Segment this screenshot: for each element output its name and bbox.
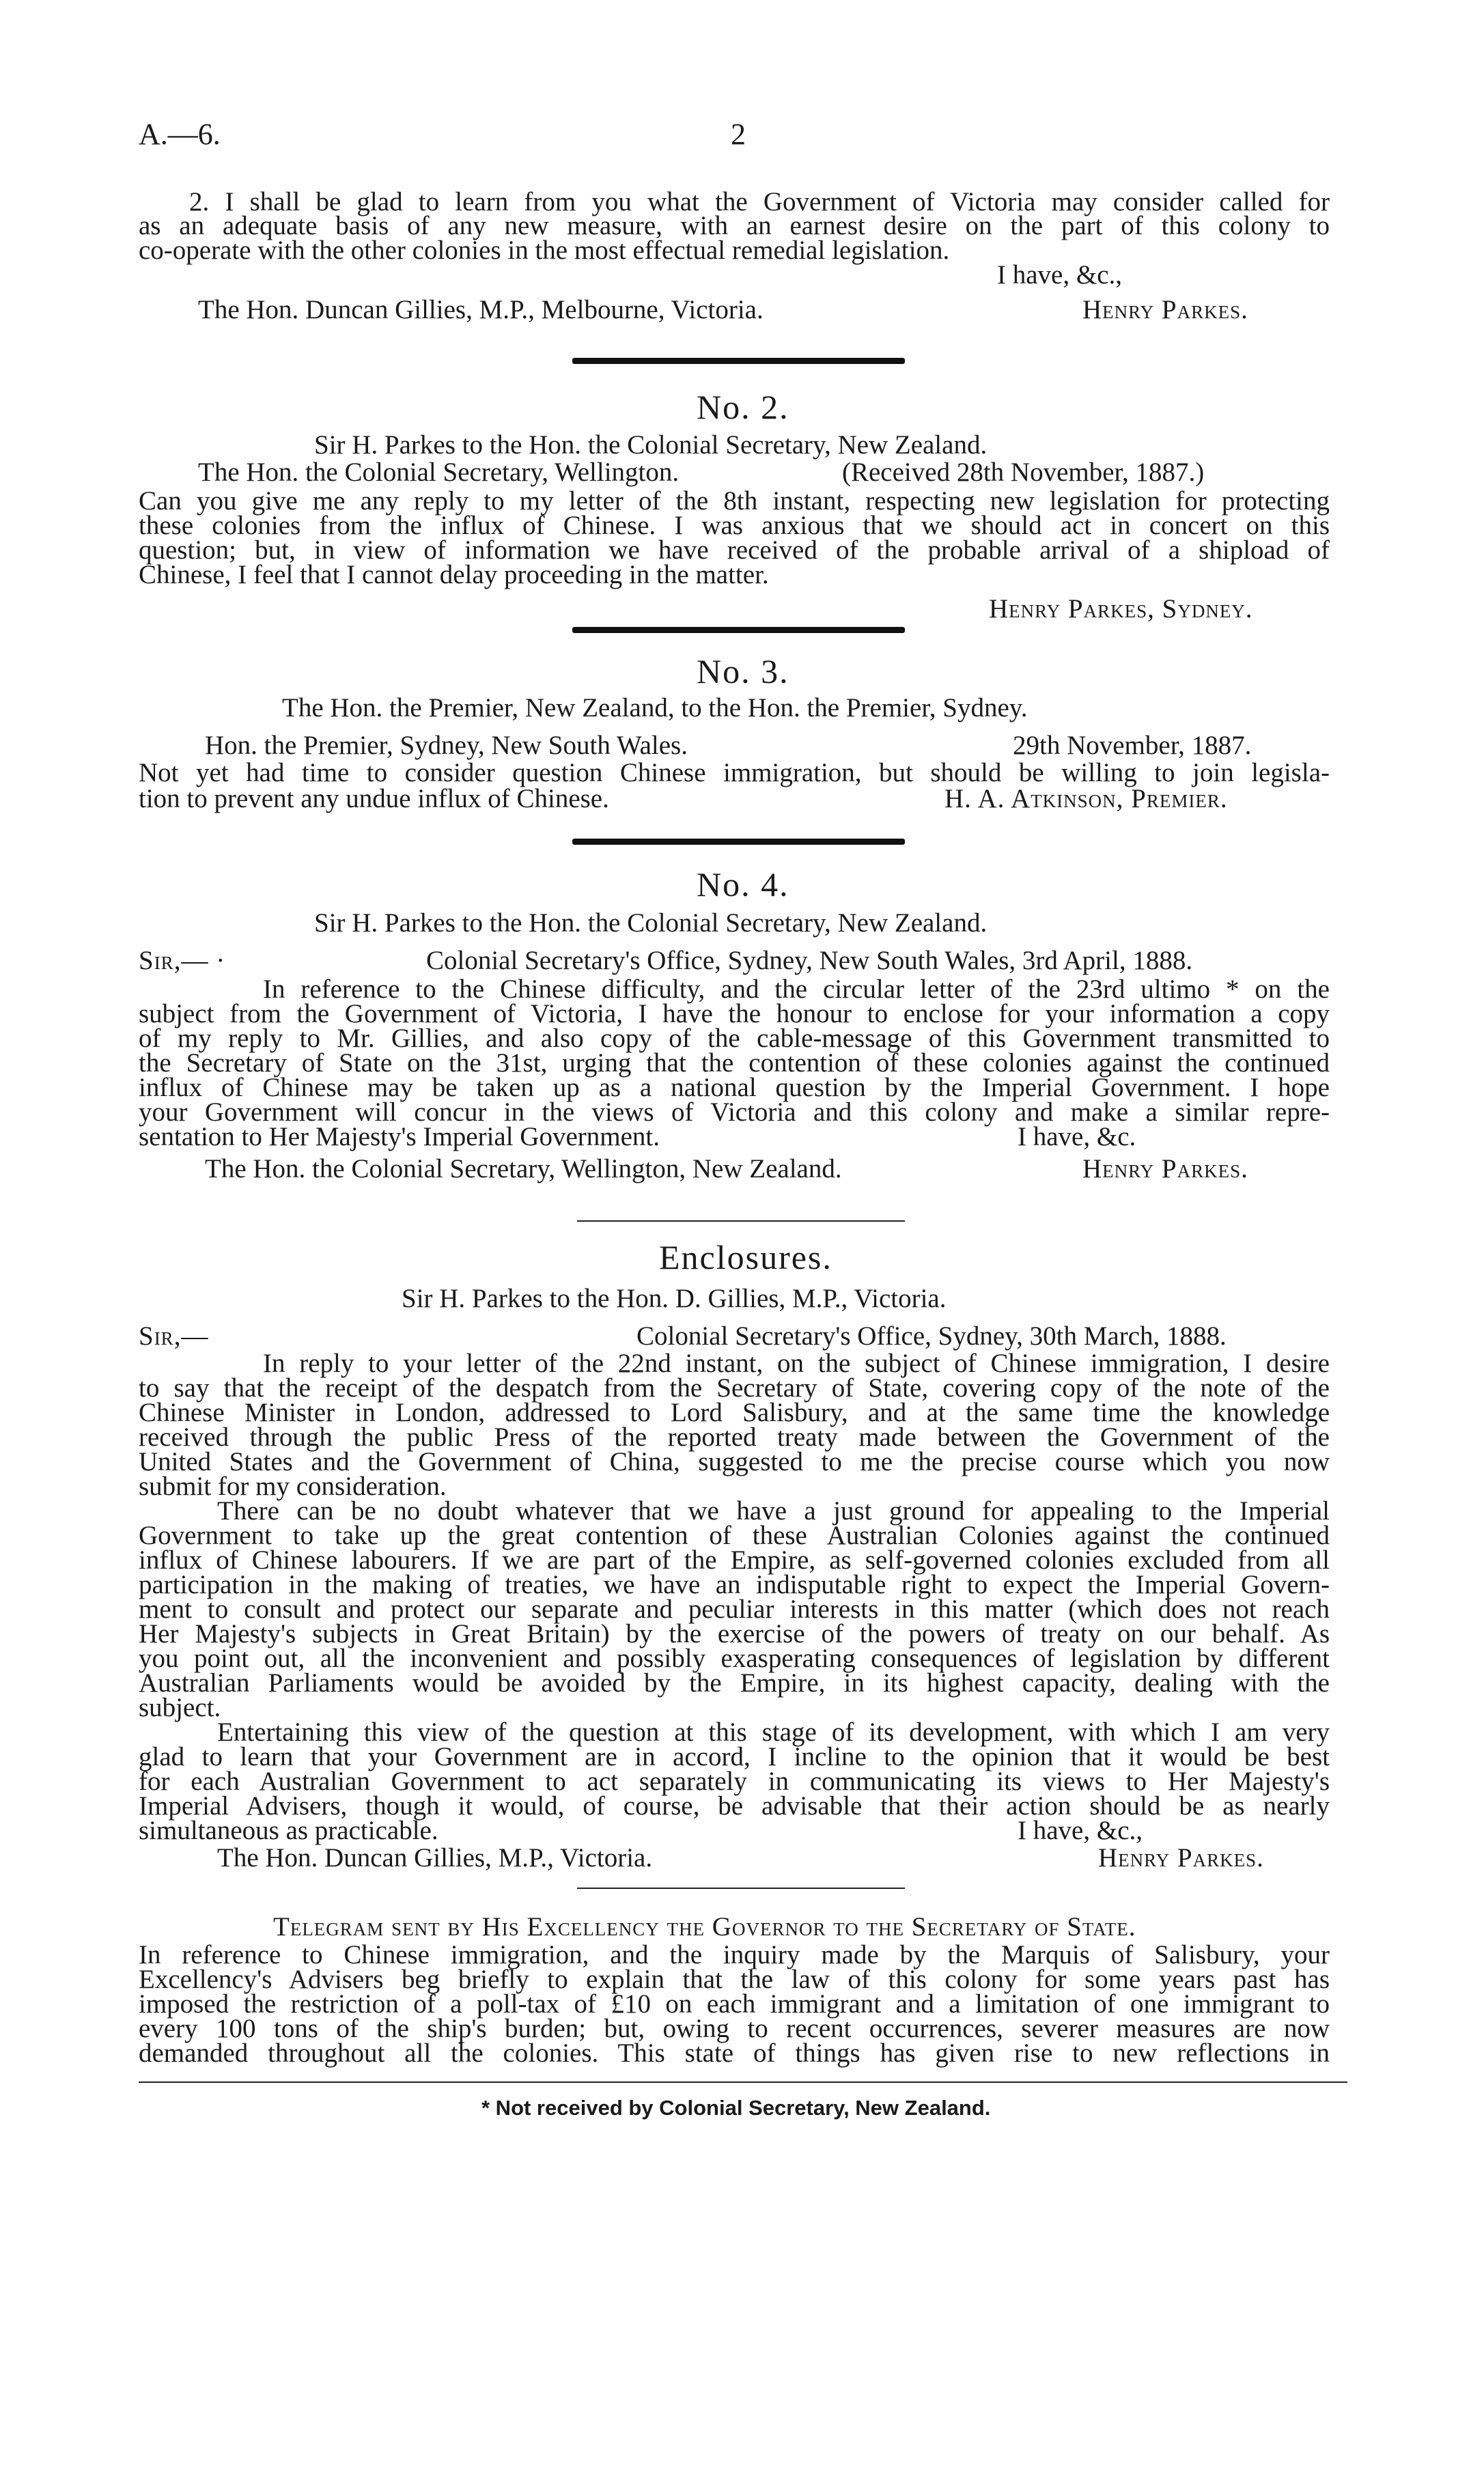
body-line: simultaneous as practicable. <box>139 1816 438 1845</box>
recipient: Hon. the Premier, Sydney, New South Wales. <box>205 731 688 760</box>
body-line: Chinese Minister in London, addressed to Lord Salisbury, and at the same time the knowledge <box>139 1398 1330 1427</box>
body-line: demanded throughout all the colonies. This state of things has given rise to new reflections in <box>139 2038 1330 2068</box>
closing: I have, &c. <box>1018 1122 1136 1151</box>
body-line: submit for my consideration. <box>139 1472 447 1501</box>
signature: Henry Parkes. <box>1098 1843 1264 1873</box>
body-line: Australian Parliaments would be avoided by the Empire, in its highest capacity, dealing with the <box>139 1668 1330 1698</box>
closing: I have, &c., <box>1018 1816 1143 1845</box>
section-title: Sir H. Parkes to the Hon. the Colonial Secretary, New Zealand. <box>314 908 988 938</box>
body-line: United States and the Government of China, suggested to me the precise course which you now <box>139 1447 1330 1476</box>
body-line: In reply to your letter of the 22nd instant, on the subject of Chinese immigration, I desire <box>263 1349 1330 1378</box>
footnote: * Not received by Colonial Secretary, New Zealand. <box>481 2096 991 2120</box>
intro-line: as an adequate basis of any new measure, with an earnest desire on the part of this colony to <box>139 211 1330 240</box>
signature: Henry Parkes. <box>1082 1154 1248 1183</box>
body-line: Entertaining this view of the question at this stage of its development, with which I am very <box>217 1717 1330 1747</box>
received-date: (Received 28th November, 1887.) <box>842 458 1205 487</box>
intro-line: co-operate with the other colonies in the most effectual remedial legislation. <box>139 236 950 265</box>
body-line: of my reply to Mr. Gillies, and also copy of the cable-message of this Government transmitted to <box>139 1024 1330 1053</box>
signature: Henry Parkes, Sydney. <box>989 594 1253 623</box>
body-line: tion to prevent any undue influx of Chinese. <box>139 784 609 813</box>
salutation: Sir,— <box>139 1321 209 1351</box>
body-line: Chinese, I feel that I cannot delay proceeding in the matter. <box>139 560 769 589</box>
body-line: participation in the making of treaties, we have an indisputable right to expect the Imperial Govern- <box>139 1570 1330 1599</box>
body-line: received through the public Press of the reported treaty made between the Government of the <box>139 1422 1330 1452</box>
body-line: Imperial Advisers, though it would, of course, be advisable that their action should be as nearly <box>139 1791 1330 1821</box>
page-number: 2 <box>731 117 746 151</box>
section-divider <box>577 1220 905 1222</box>
section-number: No. 3. <box>697 652 789 690</box>
signature: Henry Parkes. <box>1082 295 1248 324</box>
date: 29th November, 1887. <box>1013 731 1252 760</box>
body-line: sentation to Her Majesty's Imperial Government. <box>139 1122 660 1151</box>
body-line: subject from the Government of Victoria, I have the honour to enclose for your information a copy <box>139 999 1330 1028</box>
intro-line: 2. I shall be glad to learn from you what the Government of Victoria may consider called for <box>189 187 1330 216</box>
section-divider <box>572 839 905 845</box>
body-line: question; but, in view of information we have received of the probable arrival of a shipload of <box>139 535 1330 565</box>
recipient: The Hon. the Colonial Secretary, Wellington. <box>198 458 680 487</box>
body-line: Can you give me any reply to my letter of the 8th instant, respecting new legislation for protecting <box>139 486 1330 516</box>
body-line: In reference to the Chinese difficulty, and the circular letter of the 23rd ultimo * on the <box>263 974 1330 1004</box>
body-line: subject. <box>139 1693 221 1722</box>
body-line: you point out, all the inconvenient and possibly exasperating consequences of legislation by different <box>139 1644 1330 1673</box>
body-line: Excellency's Advisers beg briefly to explain that the law of this colony for some years past has <box>139 1965 1330 1994</box>
section-title: The Hon. the Premier, New Zealand, to the Hon. the Premier, Sydney. <box>282 693 1028 723</box>
section-heading: Enclosures. <box>659 1238 832 1276</box>
section-number: No. 2. <box>697 388 789 426</box>
document-reference: A.—6. <box>139 117 221 151</box>
body-line: these colonies from the influx of Chinese. I was anxious that we should act in concert on this <box>139 511 1330 540</box>
section-divider <box>572 358 905 364</box>
body-line: to say that the receipt of the despatch from the Secretary of State, covering copy of the note of the <box>139 1373 1330 1403</box>
addressee: The Hon. Duncan Gillies, M.P., Melbourne, Victoria. <box>198 295 764 324</box>
body-line: ment to consult and protect our separate and peculiar interests in this matter (which does not reach <box>139 1595 1330 1624</box>
section-title: Sir H. Parkes to the Hon. the Colonial Secretary, New Zealand. <box>314 430 988 460</box>
section-divider <box>577 1888 905 1889</box>
body-line: Not yet had time to consider question Chinese immigration, but should be willing to join legisla- <box>139 758 1330 787</box>
body-line: the Secretary of State on the 31st, urging that the contention of these colonies against the continued <box>139 1048 1330 1078</box>
body-line: for each Australian Government to act separately in communicating its views to Her Majesty's <box>139 1767 1330 1796</box>
body-line: There can be no doubt whatever that we have a just ground for appealing to the Imperial <box>217 1496 1330 1526</box>
body-line: Government to take up the great contention of these Australian Colonies against the continued <box>139 1521 1330 1550</box>
body-line: influx of Chinese labourers. If we are part of the Empire, as self-governed colonies excluded from all <box>139 1545 1330 1575</box>
section-title: Telegram sent by His Excellency the Governor to the Secretary of State. <box>273 1912 1136 1941</box>
dateline: Colonial Secretary's Office, Sydney, 30th March, 1888. <box>636 1321 1227 1351</box>
body-line: In reference to Chinese immigration, and the inquiry made by the Marquis of Salisbury, your <box>139 1940 1330 1969</box>
salutation: Sir,— · <box>139 946 226 975</box>
signature: H. A. Atkinson, Premier. <box>944 784 1228 813</box>
section-divider <box>572 627 905 633</box>
closing: I have, &c., <box>997 260 1123 290</box>
body-line: every 100 tons of the ship's burden; but, owing to recent occurrences, severer measures are now <box>139 2014 1330 2043</box>
addressee: The Hon. the Colonial Secretary, Wellington, New Zealand. <box>205 1154 842 1183</box>
body-line: your Government will concur in the views of Victoria and this colony and make a similar repre- <box>139 1097 1330 1127</box>
section-number: No. 4. <box>697 865 789 903</box>
section-title: Sir H. Parkes to the Hon. D. Gillies, M.P., Victoria. <box>402 1284 947 1313</box>
body-line: Her Majesty's subjects in Great Britain) by the exercise of the powers of treaty on our behalf. As <box>139 1619 1330 1649</box>
dateline: Colonial Secretary's Office, Sydney, New South Wales, 3rd April, 1888. <box>426 946 1193 975</box>
addressee: The Hon. Duncan Gillies, M.P., Victoria. <box>217 1843 653 1873</box>
body-line: influx of Chinese may be taken up as a national question by the Imperial Government. I hope <box>139 1073 1330 1102</box>
body-line: glad to learn that your Government are in accord, I incline to the opinion that it would be best <box>139 1742 1330 1771</box>
body-line: imposed the restriction of a poll-tax of £10 on each immigrant and a limitation of one immigrant to <box>139 1989 1330 2019</box>
footnote-divider <box>139 2081 1347 2083</box>
